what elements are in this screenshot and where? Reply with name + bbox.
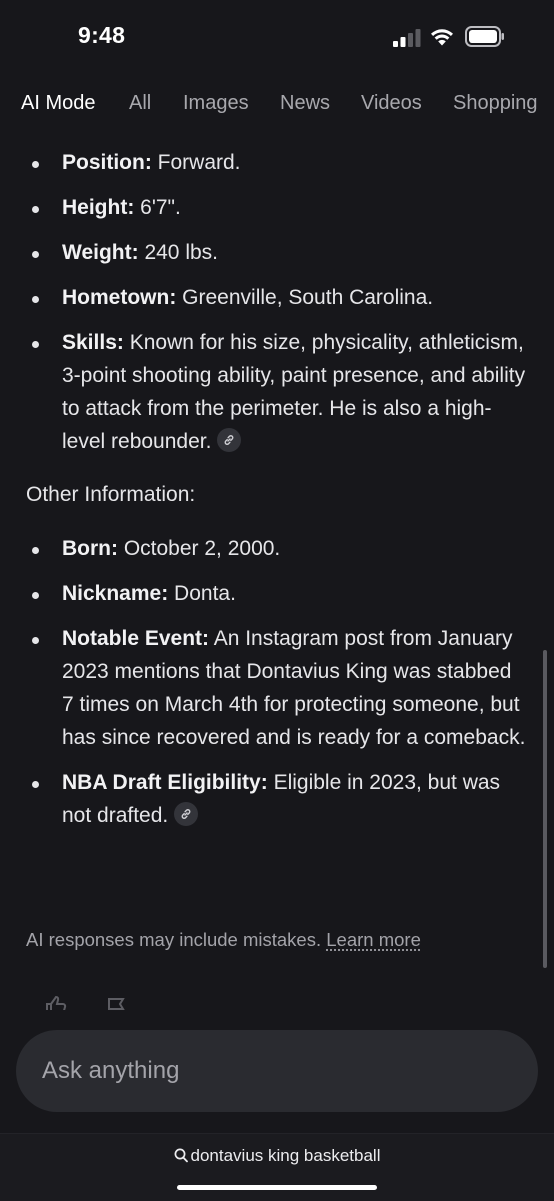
address-query: dontavius king basketball — [190, 1146, 381, 1165]
list-item: Born: October 2, 2000. — [0, 532, 554, 565]
list-item: Notable Event: An Instagram post from January 2023 mentions that Dontavius King was stabbed 7 times on March 4th for protecting someone, but has since recovered and is ready for a comeback. — [0, 622, 554, 754]
status-bar — [0, 0, 554, 76]
scrollbar[interactable] — [543, 650, 547, 968]
source-link-icon[interactable] — [174, 802, 198, 826]
flag-icon[interactable] — [106, 996, 128, 1010]
source-link-icon[interactable] — [217, 428, 241, 452]
status-time: 9:48 — [78, 22, 126, 48]
list-item: NBA Draft Eligibility: Eligible in 2023, but was not drafted. — [0, 766, 554, 832]
ai-disclaimer: AI responses may include mistakes. Learn more — [26, 929, 421, 950]
address-bar[interactable] — [0, 1146, 554, 1166]
ai-response — [0, 146, 554, 844]
section-heading-other-info: Other Information: — [26, 483, 196, 506]
list-item: Height: 6'7". — [0, 191, 554, 224]
list-item: Hometown: Greenville, South Carolina. — [0, 281, 554, 314]
tab-news[interactable]: News — [280, 92, 331, 114]
list-item: Position: Forward. — [0, 146, 554, 179]
search-icon — [174, 1148, 188, 1163]
list-item: Skills: Known for his size, physicality, athleticism, 3-point shooting ability, paint presence, and ability to attack from the perimeter. He is also a high-level rebounder. — [0, 326, 554, 458]
thumbs-up-icon[interactable] — [44, 994, 68, 1010]
tab-ai-mode[interactable]: AI Mode — [21, 92, 96, 114]
other-details-list — [0, 532, 554, 832]
browser-bottom-bar — [0, 1133, 554, 1201]
wifi-icon — [430, 27, 454, 46]
tab-shopping[interactable]: Shopping — [453, 92, 538, 114]
list-item: Nickname: Donta. — [0, 577, 554, 610]
home-indicator[interactable] — [177, 1185, 377, 1190]
ask-box[interactable] — [16, 1030, 538, 1112]
learn-more-link[interactable]: Learn more — [326, 929, 421, 950]
tab-all[interactable]: All — [129, 92, 152, 114]
ask-input[interactable] — [42, 1030, 512, 1112]
tab-images[interactable]: Images — [183, 92, 249, 114]
list-item: Weight: 240 lbs. — [0, 236, 554, 269]
player-details-list — [0, 146, 554, 458]
battery-icon — [465, 26, 505, 47]
feedback-row — [40, 990, 160, 1010]
tab-videos[interactable]: Videos — [361, 92, 422, 114]
cellular-signal-icon — [393, 29, 421, 47]
search-tabs — [0, 92, 554, 124]
